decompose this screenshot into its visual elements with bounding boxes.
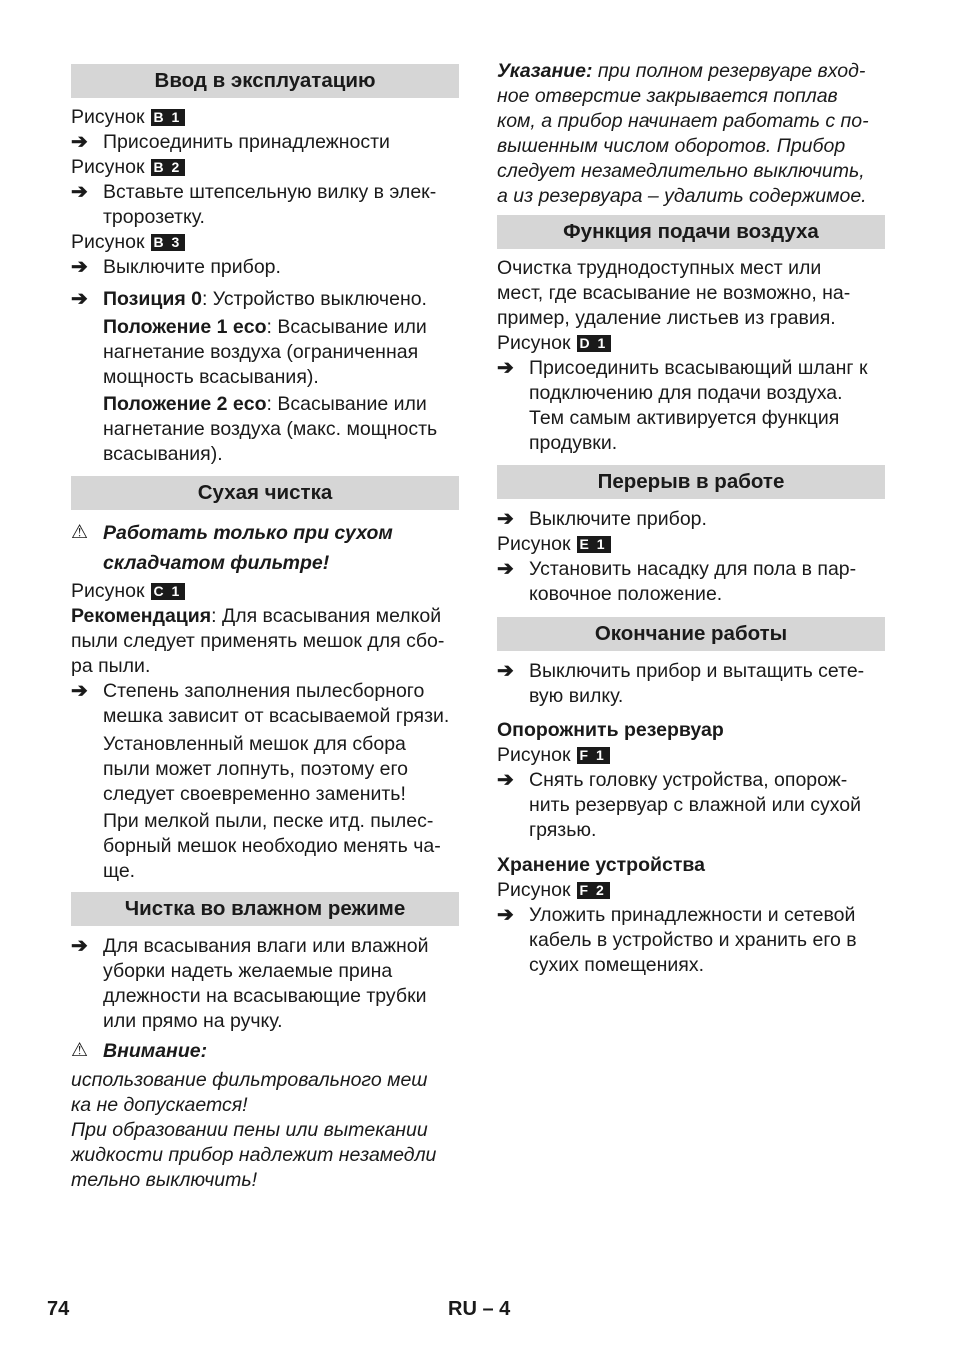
figure-ref: Рисунок E 1 bbox=[497, 532, 885, 557]
figure-ref: Рисунок C 1 bbox=[71, 579, 459, 604]
figure-ref: Рисунок B 1 bbox=[71, 105, 459, 130]
step-item: ➔ Для всасывания влаги или влажной уборки надеть желаемые прина длежности на всасывающие трубки или прямо на ручку. bbox=[71, 935, 429, 1032]
note-paragraph: Указание: при полном резервуаре вход- ное отверстие закрывается поплав ком, а прибор начинает работать с по- вышенным числом оборотов. Прибор следует незамедлительно выключить, а из резервуара – удалить содержимое. bbox=[497, 60, 869, 207]
figure-badge: C 1 bbox=[151, 583, 186, 600]
arrow-icon: ➔ bbox=[497, 904, 514, 926]
figure-ref: Рисунок D 1 bbox=[497, 331, 885, 356]
step-item: ➔ Степень заполнения пылесборного мешка зависит от всасываемой грязи. bbox=[71, 680, 450, 727]
step-item: ➔ Установить насадку для пола в пар- ковочное положение. bbox=[497, 558, 857, 605]
arrow-icon: ➔ bbox=[497, 357, 514, 379]
figure-ref: Рисунок F 1 bbox=[497, 743, 885, 768]
mode-description: Положение 2 eco: Всасывание или нагнетание воздуха (макс. мощность всасывания). bbox=[103, 393, 438, 465]
figure-badge: F 2 bbox=[577, 882, 610, 899]
step-item: ➔ Выключите прибор. bbox=[71, 256, 281, 278]
subheading-storage: Хранение устройства bbox=[497, 854, 705, 876]
step-item: ➔ Выключить прибор и вытащить сете- вую вилку. bbox=[497, 660, 865, 707]
section-heading-commissioning: Ввод в эксплуатацию bbox=[71, 64, 459, 98]
step-item: ➔ Выключите прибор. bbox=[497, 508, 707, 530]
warning-icon: ⚠ bbox=[71, 522, 89, 543]
figure-badge: B 1 bbox=[151, 109, 186, 126]
arrow-icon: ➔ bbox=[497, 558, 514, 580]
section-heading-wet-cleaning: Чистка во влажном режиме bbox=[71, 892, 459, 926]
figure-badge: B 3 bbox=[151, 234, 186, 251]
figure-ref: Рисунок B 2 bbox=[71, 155, 459, 180]
arrow-icon: ➔ bbox=[71, 131, 88, 153]
arrow-icon: ➔ bbox=[71, 288, 88, 310]
mode-description: Положение 1 eco: Всасывание или нагнетание воздуха (ограниченная мощность всасывания). bbox=[103, 316, 427, 388]
section-heading-dry-cleaning: Сухая чистка bbox=[71, 476, 459, 510]
step-item: ➔ Снять головку устройства, опорож- нить резервуар с влажной или сухой грязью. bbox=[497, 769, 862, 841]
arrow-icon: ➔ bbox=[71, 256, 88, 278]
section-page-label: RU – 4 bbox=[448, 1298, 511, 1320]
step-item: ➔ Вставьте штепсельную вилку в элек- тророзетку. bbox=[71, 181, 437, 228]
recommendation: Рекомендация: Для всасывания мелкой bbox=[71, 605, 442, 627]
arrow-icon: ➔ bbox=[71, 935, 88, 957]
figure-badge: B 2 bbox=[151, 159, 186, 176]
figure-badge: F 1 bbox=[577, 747, 610, 764]
attention-note: ⚠ Внимание: bbox=[71, 1036, 459, 1066]
arrow-icon: ➔ bbox=[497, 508, 514, 530]
step-item: ➔ Уложить принадлежности и сетевой кабель в устройство и хранить его в сухих помещениях. bbox=[497, 904, 857, 976]
arrow-icon: ➔ bbox=[497, 769, 514, 791]
warning-note: ⚠ Работать только при сухом складчатом фильтре! bbox=[71, 518, 459, 578]
arrow-icon: ➔ bbox=[497, 660, 514, 682]
section-heading-air-function: Функция подачи воздуха bbox=[497, 215, 885, 249]
arrow-icon: ➔ bbox=[71, 680, 88, 702]
arrow-icon: ➔ bbox=[71, 181, 88, 203]
subheading-empty-tank: Опорожнить резервуар bbox=[497, 719, 724, 741]
step-item: ➔ Присоединить всасывающий шланг к подключению для подачи воздуха. Тем самым активируется функция продувки. bbox=[497, 357, 868, 454]
step-item: ➔ Присоединить принадлежности bbox=[71, 131, 390, 153]
step-item: ➔ Позиция 0: Устройство выключено. bbox=[71, 288, 427, 310]
figure-badge: D 1 bbox=[577, 335, 612, 352]
figure-ref: Рисунок B 3 bbox=[71, 230, 459, 255]
section-heading-end-of-work: Окончание работы bbox=[497, 617, 885, 651]
warning-icon: ⚠ bbox=[71, 1040, 89, 1061]
attention-text: использование фильтровального меш ка не допускается! При образовании пены или вытекании жидкости прибор надлежит незамедли тельно выключить! bbox=[71, 1069, 437, 1191]
bag-note: Установленный мешок для сбора пыли может лопнуть, поэтому его следует своевременно заменить! bbox=[103, 733, 408, 805]
page-number: 74 bbox=[47, 1298, 70, 1320]
figure-ref: Рисунок F 2 bbox=[497, 878, 885, 903]
bag-note: При мелкой пыли, песке итд. пылес- борный мешок необходио менять ча- ще. bbox=[103, 810, 441, 882]
figure-badge: E 1 bbox=[577, 536, 611, 553]
section-heading-break: Перерыв в работе bbox=[497, 465, 885, 499]
